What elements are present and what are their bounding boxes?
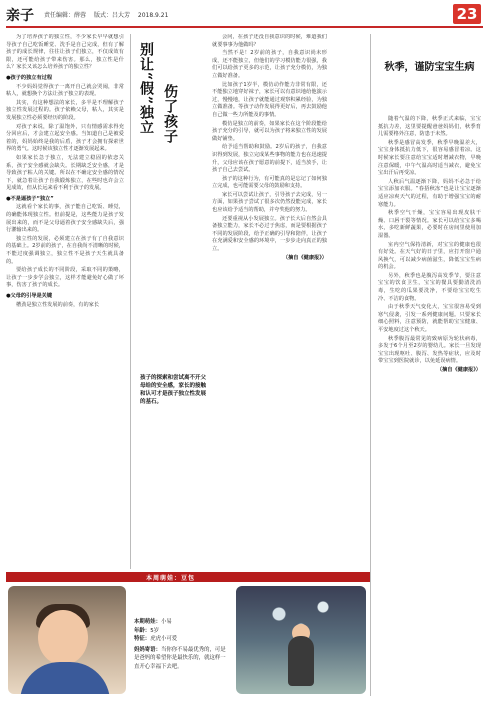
name-label: 本期萌娃： <box>134 619 161 625</box>
paragraph: 还要重视从小发展独立。孩子长大后自然会具备独立能力，家长不必过于焦虑，而是要根据孩子不同的发展阶段，给予正确的引导和陪伴，让孩子在充满爱和安全感的环境中，一步步走向真正的独立。 <box>212 215 327 253</box>
paragraph: 模仿是独立的前奏，如果家长在这个阶段能给孩子充分的引导，就可以为孩子将来独立性的发展做好铺垫。 <box>212 120 327 142</box>
article-column-3 <box>378 34 481 696</box>
headline-text: 别让“假”独立 <box>138 42 154 136</box>
trait-row <box>134 635 228 644</box>
message-value: 当你你不易最优秀的，可是是爸妈的希望你是最快乐的，就这样一直开心幸福下去吧。 <box>134 646 226 670</box>
name-value: 小易 <box>160 619 172 625</box>
paragraph: 秋季是感冒高发季，秋季早晚温差大，宝宝身体抵抗力低下，很容易感冒着凉。这时候家长要注意给宝宝适时增减衣物，早晚注意保暖，中午气温高时适当减衣，避免宝宝出汗后再受凉。 <box>378 139 481 177</box>
source-credit: （摘自《健康报》） <box>436 367 481 373</box>
headline-line-1 <box>137 42 159 135</box>
article-headline: 秋季，谨防宝宝生病 <box>384 62 475 73</box>
paragraph: 这就看个家长的事，孩子能自己吃饭、睡觉，的确能体现独立性。但前提是，这些能力是孩子发展出来的，而不是父母逼着孩子安全感缺失后，强行灌输出来的。 <box>6 204 124 234</box>
paragraph: 比如孩子1岁半，模仿动作能力非常有限，还不能独立地穿好袜子，家长可以有意识地给他演示过，慢慢地，让孩子就能通过观察积累经验，为独立做准备。等孩子动作发展得更好后，再去鼓励他自己做一些力所能及的事情。 <box>212 81 327 118</box>
paragraph: 由于秋季天气变化大，宝宝很容易受到寒气侵袭，引发一系列健康问题。只要家长细心照料，注意预防，就能帮助宝宝健康、平安地度过这个秋天。 <box>378 304 481 334</box>
headline-text: 伤了孩子 <box>162 84 178 144</box>
paragraph: 要给孩子成长的不同阶段，采取不同的策略，让孩子一步步学会独立，这样才能避免好心做了坏事，伤害了孩子的成长。 <box>6 267 124 289</box>
paragraph: 如果家长急于独立，无法建立稳固的依恋关系，孩子安全感就会缺失。长期缺乏安全感，才是导致孩子粘人的关键。所以在不确定安全感的情况下，就急着让孩子自我锻炼独立，在些时也许会立见成效，但从长远来看不利于孩子的发展。 <box>6 154 124 192</box>
message-label: 妈妈寄语： <box>134 646 161 653</box>
featured-child-section <box>6 572 370 697</box>
pull-quote: 孩子的探索和尝试离不开父母给的安全感，家长的接触和认可才是孩子独立性发展的基石。 <box>140 375 207 405</box>
paragraph: 秋季腹泻最常见的致病原为轮状病毒，多发于6个月至2岁的婴幼儿。家长一旦发现宝宝出现呕吐、腹泻、发热等症状，应及时带宝宝到医院就诊，以免延误病情。 <box>378 335 481 365</box>
headline-line-2 <box>161 84 179 144</box>
trait-value: 虎虎小可爱 <box>150 636 178 642</box>
paragraph: 独立性的发展，必须建立在孩子有了自我意识的基础上。2岁前的孩子，在自我尚不清晰的时候，不能过度强调独立，独立性不是孩子天生就具备的。 <box>6 235 124 265</box>
article-body <box>378 116 481 375</box>
article-column-1 <box>6 34 124 566</box>
paragraph: 为了培养孩子的独立性，不少家长早早就想引导孩子自己吃饭睡觉、洗手是自己完成，但有了解孩子的成长规律，往往让孩子们独立，不仅成效有限，还可能给孩子带来伤害。那么，独立性是什么？家长又该怎么培养孩子的独立性？ <box>6 34 124 71</box>
editor-credit: 责任编辑：薛蓉 <box>44 12 87 19</box>
masthead-meta <box>44 10 174 19</box>
child-info <box>134 618 228 671</box>
masthead <box>0 0 489 28</box>
subhead: ●父母的引导是关键 <box>6 293 53 299</box>
subhead: ●孩子的独立有过程 <box>6 74 53 81</box>
subhead: ●不是逼孩子“独立” <box>6 195 54 202</box>
age-label: 年龄： <box>134 627 151 634</box>
article-column-2 <box>212 34 327 566</box>
paragraph: 当然不是！2岁前的孩子，自我意识尚未形成，还不能独立，但他们的学习模仿能力很强，我们可以给孩子更多的示范，让孩子充分模仿，为独立做好准备。 <box>212 50 327 79</box>
paragraph: 其实，有这种想法的家长，多半是不理解孩子独立性发展过程的。孩子依赖父母，粘人，其实是发展独立性必须要经历的阶段。 <box>6 99 124 121</box>
age-value: 5岁 <box>150 627 160 634</box>
paragraph: 孩子的这种行为，有可能真的是忘记了如何独立完成，也可能需要父母的鼓励和支持。 <box>212 175 327 190</box>
feature-label: 本周萌娃：豆包 <box>146 575 196 582</box>
paragraph: 秋季空气干燥，宝宝容易出现皮肤干燥、口唇干裂等情况。家长可以给宝宝多喝水，多吃新鲜蔬果，必要时在房间里使用加湿器。 <box>378 210 481 239</box>
paragraph: 会问，在孩子还没自我意识的时候，难道我们就要事事为他做吗？ <box>212 34 327 48</box>
section-title: 亲子 <box>6 8 34 24</box>
issue-date: 2018.9.21 <box>137 12 169 19</box>
paragraph: 不少妈妈觉得孩子一离开自己就会哭闹，非常粘人，就想换个方法让孩子独立的表现。 <box>6 83 124 98</box>
masthead-rule <box>6 26 483 28</box>
child-outdoor-photo <box>236 586 366 694</box>
age-row <box>134 627 228 636</box>
paragraph: 槽劲是独立性发展的前奏，有的家长 <box>16 301 100 308</box>
paragraph: 室内空气保持清新，对宝宝的健康也很有好处。在天气好的日子里，应打开窗户通风换气，可以减少病菌滋生，降低宝宝生病的机会。 <box>378 241 481 271</box>
column-divider <box>130 34 131 569</box>
paragraph: 家长可以尝试让孩子，引导孩子去完成，另一方面，如果孩子尝试了很多次仍然没能完成，家长也应该给予适当的帮助，并夸奖他的努力。 <box>212 191 327 214</box>
child-portrait-photo <box>8 586 126 694</box>
name-row <box>134 618 228 627</box>
page-number: 23 <box>453 4 481 24</box>
paragraph: 人秋后气温逐渐下降，妈妈不必急于给宝宝添加衣服。“春捂秋冻”也是让宝宝逐渐适应凉爽天气的过程，有助于增强宝宝的耐寒能力。 <box>378 178 481 208</box>
feature-banner <box>6 572 370 582</box>
paragraph: 另外，秋季也是腹泻高发季节，要注意宝宝的饮食卫生，宝宝的餐具要勤清洗消毒，生吃的瓜果要洗净，不要给宝宝吃生冷、不洁的食物。 <box>378 272 481 302</box>
paragraph: 给予适当帮助和鼓励。2岁后的孩子，自我意识得到发展，独立完成某些事物的能力也在迅速提升，父母应该在孩子愿意的前提下，适当放手，让孩子自己去尝试。 <box>212 144 327 174</box>
paragraph: 对孩子来说，除了温饱外，只有情感需求得充分回应后，才会建立起安全感。当知道自己是被爱着的，妈妈始终是我的后盾，孩子才会拥有探索世界的勇气。这时候该独立性才逐渐发展起来。 <box>6 123 124 153</box>
source-credit: （摘自《健康报》） <box>282 254 327 261</box>
proof-credit: 版式：吕大芳 <box>93 12 130 19</box>
paragraph: 随着气温的下降，秋季正式来临，宝宝抵抗力差，这里要提醒爸爸妈妈们，秋季育儿需要格外注意，防患于未然。 <box>378 116 481 138</box>
trait-label: 特征： <box>134 636 151 642</box>
message-row <box>134 646 228 672</box>
column-divider <box>370 34 371 696</box>
